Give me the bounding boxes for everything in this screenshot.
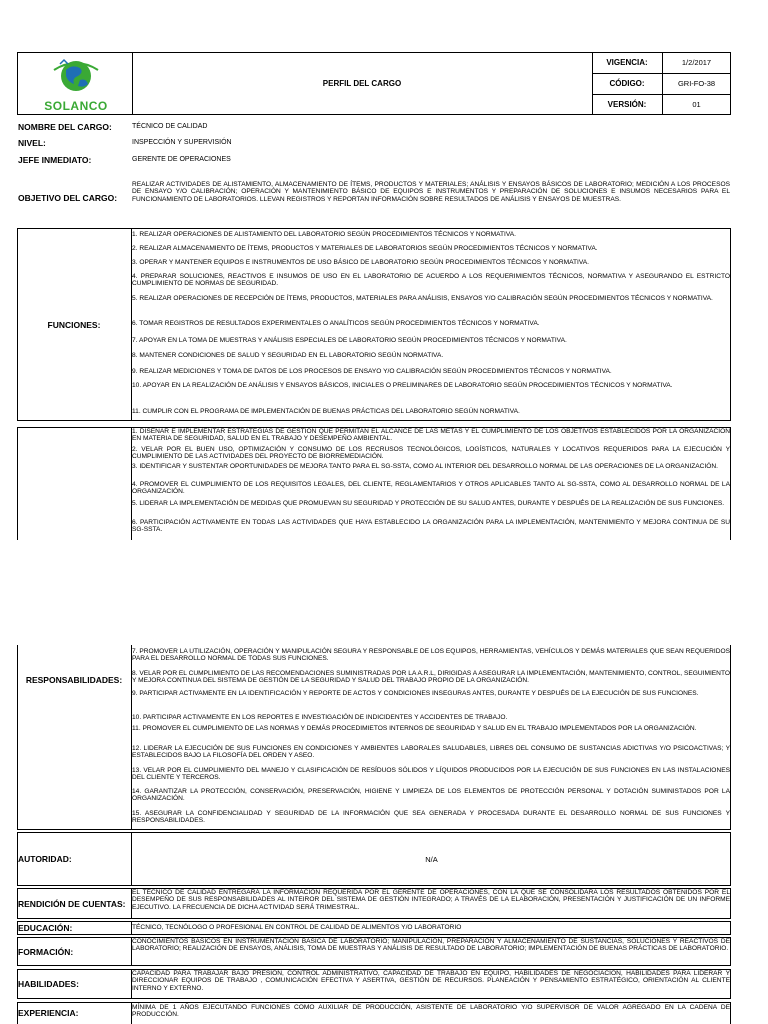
funcion-item: 1. REALIZAR OPERACIONES DE ALISTAMIENTO DEL LABORATORIO SEGÚN PROCEDIMIENTOS TÉCNICOS Y NORMATIVA. bbox=[132, 231, 516, 238]
jefe-label: JEFE INMEDIATO: bbox=[18, 155, 92, 165]
objetivo-label: OBJETIVO DEL CARGO: bbox=[18, 193, 118, 203]
educacion-label: EDUCACIÓN: bbox=[18, 923, 73, 933]
responsabilidad-item: 6. PARTICIPACIÓN ACTIVAMENTE EN TODAS LAS ACTIVIDADES QUE HAYA ESTABLECIDO LA ORGANIZACIÓN PARA LA IMPLEMENTACIÓN, MANTENIMIENTO Y MEJORA CONTINUA DE SU SG-SSTA. bbox=[132, 519, 730, 534]
educacion-value: TÉCNICO, TECNÓLOGO O PROFESIONAL EN CONTROL DE CALIDAD DE ALIMENTOS Y/O LABORATORIO bbox=[132, 924, 462, 931]
responsabilidad-item: 9. PARTICIPAR ACTIVAMENTE EN LA IDENTIFICACIÓN Y REPORTE DE ACTOS Y CONDICIONES INSEGURAS ANTES, DURANTE Y DESPUÉS DE LA EJECUCIÓN DE SUS FUNCIONES. bbox=[132, 690, 699, 697]
globe-icon bbox=[40, 56, 112, 96]
responsabilidad-item: 14. GARANTIZAR LA PROTECCIÓN, CONSERVACIÓN, PRESERVACIÓN, HIGIENE Y LIMPIEZA DE LOS ELEMENTOS DE PROTECCIÓN PERSONAL Y DOTACIÓN SUMINISTADOS POR LA ORGANIZACIÓN. bbox=[132, 788, 730, 803]
nivel-label: NIVEL: bbox=[18, 138, 46, 148]
responsabilidades-label: RESPONSABILIDADES: bbox=[25, 675, 123, 685]
habilidades-label: HABILIDADES: bbox=[18, 979, 79, 989]
experiencia-value: MÍNIMA DE 1 AÑOS EJECUTANDO FUNCIONES COMO AUXILIAR DE PRODUCCIÓN, ASISTENTE DE LABORATORIO Y/O SUPERVISOR DE VALOR AGREGADO EN LA CADENA DE PRODUCCIÓN. bbox=[132, 1004, 730, 1019]
company-logo bbox=[40, 56, 112, 112]
autoridad-value: N/A bbox=[425, 854, 438, 864]
rendicion-value: EL TÉCNICO DE CALIDAD ENTREGARÁ LA INFORMACIÓN REQUERIDA POR EL GERENTE DE OPERACIONES, CON LA QUE SE CONSOLIDARA LOS RESULTADOS OBTENIDOS POR EL DESEMPEÑO DE SUS RESPONSABILIDADES AL INTEIROR DEL SISTEMA DE GESTIÓN INTEGRADO; A TRAVÉS DE LA ELABORACIÓN, PRESENTACIÓN Y JUSTIFICACIÓN DE UN INFORME EJECUTIVO. LA FRECUENCIA DE DICHA ACTIVIDAD SERÁ TRIMESTRAL. bbox=[132, 889, 730, 911]
responsabilidad-item: 3. IDENTIFICAR Y SUSTENTAR OPORTUNIDADES DE MEJORA TANTO PARA EL SG-SSTA, COMO AL INTERIOR DEL DESARROLLO NORMAL DE LAS OPERACIONES DE LA ORGANIZACIÓN. bbox=[132, 463, 718, 470]
funcion-item: 10. APOYAR EN LA REALIZACIÓN DE ANÁLISIS Y ENSAYOS BÁSICOS, INICIALES O PRELIMINARES DE LABORATORIO SEGÚN PROCEDIMIENTOS TÉCNICOS Y NORMATIVA. bbox=[132, 382, 673, 389]
autoridad-label: AUTORIDAD: bbox=[18, 854, 72, 864]
version-value: 01 bbox=[692, 100, 701, 109]
responsabilidad-item: 8. VELAR POR EL CUMPLIMIENTO DE LAS RECOMENDACIONES SUMINISTRADAS POR LA A.R.L, DIRIGIDAS A ASEGURAR LA IMPLEMENTACIÓN, MANTENIMIENTO, CONTROL, SEGUIMIENTO Y MEJORA CONTINUA DEL SISTEMA DE GESTIÓN DE LA SEGURIDAD Y SALUD DEL TRABAJO PROPIO DE LA ORGANIZACIÓN. bbox=[132, 670, 730, 685]
objetivo-value: REALIZAR ACTIVIDADES DE ALISTAMIENTO, ALMACENAMIENTO DE ÍTEMS, PRODUCTOS Y MATERIALES; ANÁLISIS Y ENSAYOS BÁSICOS DE LABORATORIO; MEDICIÓN A LOS PROCESOS DE ENSAYO Y/O CALIBRACIÓN; OPERACIÓN Y MANTENIMIENTO BÁSICO DE EQUIPOS E INSTRUMENTOS Y PREPARACIÓN DE SOLUCIONES E INSUMOS NECESARIOS PARA EL FUNCIONAMIENTO DE LABORATORIOS. LLEVAN REGISTROS Y REPORTAN INFORMACIÓN SOBRE RESULTADOS DE ANÁLISIS Y ENSAYOS DE MUESTRAS. bbox=[132, 181, 730, 203]
responsabilidad-item: 12. LIDERAR LA EJECUCIÓN DE SUS FUNCIONES EN CONDICIONES Y AMBIENTES LABORALES SALUDABLES, LIBRES DEL CONSUMO DE SUSTANCIAS ADICTIVAS Y/O PSICOACTIVAS; Y ESTABLECIDOS BAJO LA FILOSOFÍA DEL ORDEN Y ASEO. bbox=[132, 745, 730, 760]
document-title: PERFIL DEL CARGO bbox=[322, 79, 402, 88]
habilidades-value: CAPACIDAD PARA TRABAJAR BAJO PRESIÓN, CONTROL ADMINISTRATIVO, CAPACIDAD DE TRABAJO EN EQUIPO, HABILIDADES DE NEGOCIACIÓN, HABILIDADES PARA LIDERAR Y DIRECCIONAR EQUIPOS DE TRABAJO , COMUNICACIÓN EFECTIVA Y ASERTIVA, GESTIÓN DE RECURSOS. PLANEACIÓN Y PENSAMIENTO ESTRATÉGICO, ORIENTACIÓN AL CLIENTE INTERNO Y EXTERNO. bbox=[132, 970, 730, 992]
funcion-item: 9. REALIZAR MEDICIONES Y TOMA DE DATOS DE LOS PROCESOS DE ENSAYO Y/O CALIBRACIÓN SEGÚN PROCEDIMIENTOS TÉCNICOS Y NORMATIVA. bbox=[132, 368, 612, 375]
formacion-label: FORMACIÓN: bbox=[18, 947, 74, 957]
funcion-item: 7. APOYAR EN LA TOMA DE MUESTRAS Y ANÁLISIS ESPECIALES DE LABORATORIO SEGÚN PROCEDIMIENTOS TÉCNICOS Y NORMATIVA. bbox=[132, 337, 567, 344]
formacion-value: CONOCIMIENTOS BÁSICOS EN INSTRUMENTACIÓN BÁSICA DE LABORATORIO; MANIPULACIÓN, PREPARACIÓN Y ALMACENAMIENTO DE SUSTANCIAS, SOLUCIONES Y REACTIVOS DE LABORATORIO; REALIZACIÓN DE ENSAYOS, ANÁLISIS, TOMA DE MUESTRAS Y ANÁLISIS DE RESULTADO DE LABORATORIO; IMPLEMENTACIÓN DE BUENAS PRÁCTICAS DE LABORATORIO. bbox=[132, 938, 730, 953]
responsabilidad-item: 2. VELAR POR EL BUEN USO, OPTIMIZACIÓN Y CONSUMO DE LOS RECRUSOS TECNOLÓGICOS, LOGÍSTICOS, NATURALES Y LOCATIVOS REQUERIDOS PARA LA EJECUCIÓN Y CUMPLIMIENTO DE LAS ACTIVIDADES DEL PROYECTO DE BIORREMEDIACIÓN. bbox=[132, 446, 730, 461]
responsabilidad-item: 7. PROMOVER LA UTILIZACIÓN, OPERACIÓN Y MANIPULACIÓN SEGURA Y RESPONSABLE DE LOS EQUIPOS, HERRAMIENTAS, VEHÍCULOS Y DEMÁS MATERIALES QUE SEAN REQUERIDOS PARA EL DESARROLLO NORMAL DE TODAS SUS FUNCIONES. bbox=[132, 648, 730, 663]
nombre-value: TÉCNICO DE CALIDAD bbox=[132, 123, 208, 130]
responsabilidad-item: 10. PARTICIPAR ACTIVAMENTE EN LOS REPORTES E INVESTIGACIÓN DE INDICIDENTES Y ACCIDENTES DE TRABAJO. bbox=[132, 714, 508, 721]
version-label: VERSIÓN: bbox=[607, 100, 647, 109]
responsabilidad-item: 15. ASEGURAR LA CONFIDENCIALIDAD Y SEGURIDAD DE LA INFORMACIÓN QUE SEA GENERADA Y PROCESADA DURANTE EL DESARROLLO NORMAL DE SUS FUNCIONES Y RESPONSABILIDADES. bbox=[132, 810, 730, 825]
funciones-label: FUNCIONES: bbox=[47, 319, 101, 330]
jefe-value: GERENTE DE OPERACIONES bbox=[132, 156, 231, 163]
company-name: SOLANCO bbox=[44, 99, 108, 113]
vigencia-label: VIGENCIA: bbox=[606, 58, 648, 67]
responsabilidad-item: 13. VELAR POR EL CUMPLIMIENTO DEL MANEJO Y CLASIFICACIÓN DE RESÍDUOS SÓLIDOS Y LÍQUIDOS PRODUCIDOS POR LA EJECUCIÓN DE SUS FUNCIONES EN LAS INSTALACIONES DEL CLIENTE Y TERCEROS. bbox=[132, 767, 730, 782]
vigencia-value: 1/2/2017 bbox=[681, 58, 712, 67]
funcion-item: 5. REALIZAR OPERACIONES DE RECEPCIÓN DE ÍTEMS, PRODUCTOS, MATERIALES PARA ANÁLISIS, ENSAYOS Y/O CALIBRACIÓN SEGÚN PROCEDIMIENTOS TÉCNICOS Y NORMATIVA. bbox=[132, 295, 713, 302]
funcion-item: 6. TOMAR REGISTROS DE RESULTADOS EXPERIMENTALES O ANALÍTICOS SEGÚN PROCEDIMIENTOS TÉCNICOS Y NORMATIVA. bbox=[132, 320, 540, 327]
codigo-value: GRI-FO-38 bbox=[677, 79, 716, 88]
codigo-label: CÓDIGO: bbox=[609, 79, 645, 88]
responsabilidad-item: 5. LIDERAR LA IMPLEMENTACIÓN DE MEDIDAS QUE PROMUEVAN SU SEGURIDAD Y PROTECCIÓN DE SU SALUD ANTES, DURANTE Y DESPUÉS DE LA REALIZACIÓN DE SUS FUNCIONES. bbox=[132, 500, 725, 507]
responsabilidad-item: 4. PROMOVER EL CUMPLIMIENTO DE LOS REQUISITOS LEGALES, DEL CLIENTE, REGLAMENTARIOS Y OTROS APLICABLES TANTO AL SG-SSTA, COMO AL DESARROLLO NORMAL DE LA ORGANIZACIÓN. bbox=[132, 481, 730, 496]
responsabilidad-item: 11. PROMOVER EL CUMPLIMIENTO DE LAS NORMAS Y DEMÁS PROCEDIMIETOS INTERNOS DE SEGURIDAD Y SALUD EN EL TRABAJO IMPLEMENTADOS POR LA ORGANIZACIÓN. bbox=[132, 725, 697, 732]
experiencia-label: EXPERIENCIA: bbox=[18, 1008, 79, 1018]
responsabilidad-item: 1. DISEÑAR E IMPLEMENTAR ESTRATEGIAS DE GESTIÓN QUE PERMITAN EL ALCANCE DE LAS METAS Y EL CUMPLIMIENTO DE LOS OBJETIVOS ESTABLECIDOS POR LA ORGANIZACIÓN EN MATERIA DE SEGURIDAD, SALUD EN EL TRABAJO Y DESEMPEÑO AMBIENTAL. bbox=[132, 428, 730, 443]
funcion-item: 8. MANTENER CONDICIONES DE SALUD Y SEGURIDAD EN EL LABORATORIO SEGÚN NORMATIVA. bbox=[132, 352, 444, 359]
nombre-label: NOMBRE DEL CARGO: bbox=[18, 122, 112, 132]
funcion-item: 2. REALIZAR ALMACENAMIENTO DE ÍTEMS, PRODUCTOS Y MATERIALES DE LABORATORIOS SEGÚN PROCEDIMIENTOS TÉCNICOS Y NORMATIVA. bbox=[132, 245, 598, 252]
funcion-item: 11. CUMPLIR CON EL PROGRAMA DE IMPLEMENTACIÓN DE BUENAS PRÁCTICAS DEL LABORATORIO SEGÚN NORMATIVA. bbox=[132, 408, 520, 415]
funcion-item: 4. PREPARAR SOLUCIONES, REACTIVOS E INSUMOS DE USO EN EL LABORATORIO DE ACUERDO A LOS REQUERIMIENTOS TÉCNICOS, NORMATIVA Y ASEGURANDO EL ESTRICTO CUMPLIMIENTO DE NORMAS DE SEGURIDAD. bbox=[132, 273, 730, 288]
nivel-value: INSPECCIÓN Y SUPERVISIÓN bbox=[132, 139, 232, 146]
funcion-item: 3. OPERAR Y MANTENER EQUIPOS E INSTRUMENTOS DE USO BÁSICO DE LABORATORIO SEGÚN PROCEDIMIENTOS TÉCNICOS Y NORMATIVA. bbox=[132, 259, 590, 266]
rendicion-label: RENDICIÓN DE CUENTAS: bbox=[18, 899, 126, 909]
